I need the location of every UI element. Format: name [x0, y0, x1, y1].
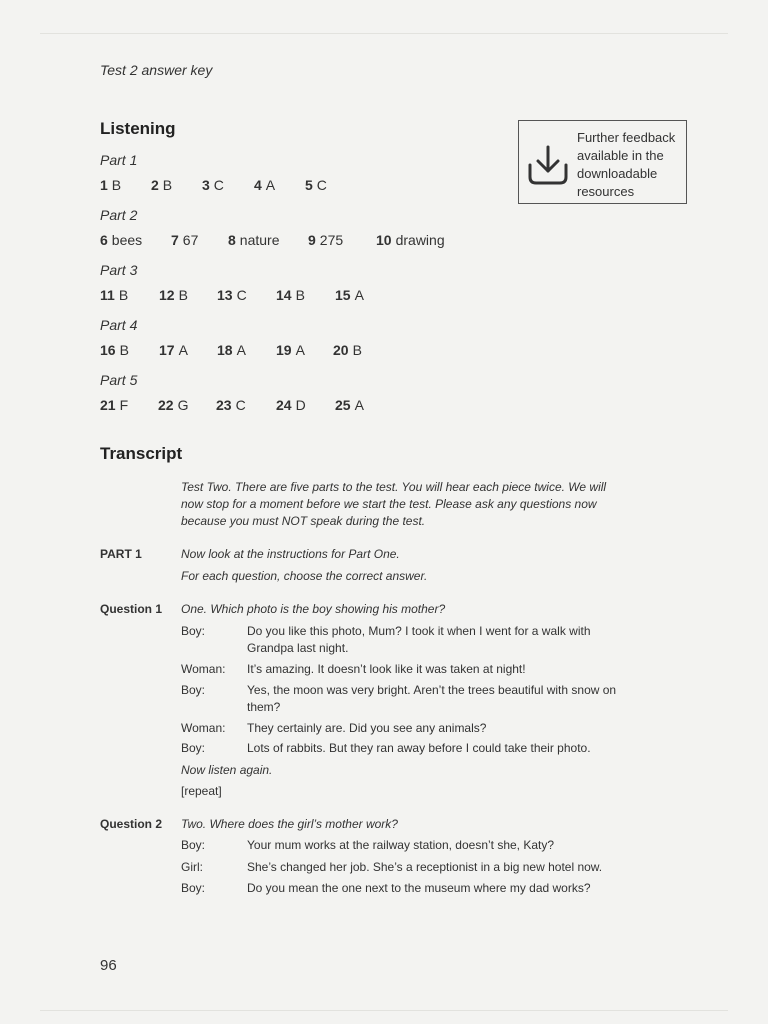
- feedback-box: [518, 120, 687, 204]
- part-label-4: Part 4: [100, 317, 138, 333]
- answer-item: 5 C: [305, 177, 327, 193]
- speech-line: Yes, the moon was very bright. Aren’t the trees beautiful with snow on them?: [247, 683, 617, 714]
- speech-line: Lots of rabbits. But they ran away before I could take their photo.: [247, 741, 591, 755]
- answer-item: 1 B: [100, 177, 122, 193]
- feedback-text: Further feedback available in the downloadable resources: [577, 130, 676, 199]
- answer-item: 11 B: [100, 287, 129, 303]
- answer-item: 18 A: [217, 342, 246, 358]
- transcript-intro: Test Two. There are five parts to the test. You will hear each piece twice. We will now stop for a moment before we start the test. Please ask any questions now because you must NOT speak during the test.: [181, 480, 607, 528]
- answer-item: 19 A: [276, 342, 305, 358]
- part-label-2: Part 2: [100, 207, 138, 223]
- speaker-label: Boy:: [181, 624, 206, 638]
- speech-line: It’s amazing. It doesn’t look like it was taken at night!: [247, 662, 526, 676]
- speaker-label: Boy:: [181, 683, 206, 697]
- speaker-label: Boy:: [181, 838, 206, 852]
- download-icon: [525, 143, 571, 189]
- answer-item: 22 G: [158, 397, 189, 413]
- answer-item: 2 B: [151, 177, 173, 193]
- part1-label: PART 1: [100, 547, 142, 561]
- part-label-5: Part 5: [100, 372, 138, 388]
- question-1-prompt: One. Which photo is the boy showing his mother?: [181, 602, 446, 616]
- speech-line: They certainly are. Did you see any animals?: [247, 721, 487, 735]
- part-label-3: Part 3: [100, 262, 138, 278]
- answer-item: 24 D: [276, 397, 306, 413]
- question-2-prompt: Two. Where does the girl’s mother work?: [181, 817, 398, 831]
- bottom-rule: [40, 1010, 728, 1011]
- repeat-note: [repeat]: [181, 784, 222, 798]
- speaker-label: Girl:: [181, 860, 203, 874]
- part1-instruction-2: For each question, choose the correct answer.: [181, 569, 428, 583]
- answer-item: 13 C: [217, 287, 247, 303]
- speech-line: Do you like this photo, Mum? I took it when I went for a walk with Grandpa last night.: [247, 624, 591, 655]
- answer-item: 3 C: [202, 177, 224, 193]
- transcript-heading: Transcript: [100, 444, 183, 463]
- answer-item: 14 B: [276, 287, 305, 303]
- answer-item: 7 67: [171, 232, 199, 248]
- speaker-label: Woman:: [181, 662, 226, 676]
- answer-item: 16 B: [100, 342, 129, 358]
- speech-line: She’s changed her job. She’s a receptionist in a big new hotel now.: [247, 860, 603, 874]
- question-1-label: Question 1: [100, 602, 163, 616]
- page-number: 96: [100, 957, 117, 974]
- answer-item: 4 A: [254, 177, 276, 193]
- answer-item: 12 B: [159, 287, 188, 303]
- answer-item: 9 275: [308, 232, 344, 248]
- answer-item: 21 F: [100, 397, 129, 413]
- listening-heading: Listening: [100, 119, 176, 138]
- top-rule: [40, 33, 728, 34]
- answer-item: 23 C: [216, 397, 246, 413]
- part-label-1: Part 1: [100, 152, 138, 168]
- part1-instruction: Now look at the instructions for Part One.: [181, 547, 400, 561]
- listen-again-note: Now listen again.: [181, 763, 273, 777]
- speaker-label: Boy:: [181, 741, 206, 755]
- page-header-title: Test 2 answer key: [100, 62, 213, 78]
- answer-item: 6 bees: [100, 232, 143, 248]
- answer-item: 15 A: [335, 287, 364, 303]
- answer-item: 25 A: [335, 397, 364, 413]
- answer-item: 20 B: [333, 342, 362, 358]
- speech-line: Your mum works at the railway station, doesn’t she, Katy?: [247, 838, 555, 852]
- speaker-label: Boy:: [181, 881, 206, 895]
- question-2-label: Question 2: [100, 817, 163, 831]
- answer-item: 17 A: [159, 342, 188, 358]
- speech-line: Do you mean the one next to the museum where my dad works?: [247, 881, 591, 895]
- speaker-label: Woman:: [181, 721, 226, 735]
- answer-item: 8 nature: [228, 232, 280, 248]
- answer-item: 10 drawing: [376, 232, 445, 248]
